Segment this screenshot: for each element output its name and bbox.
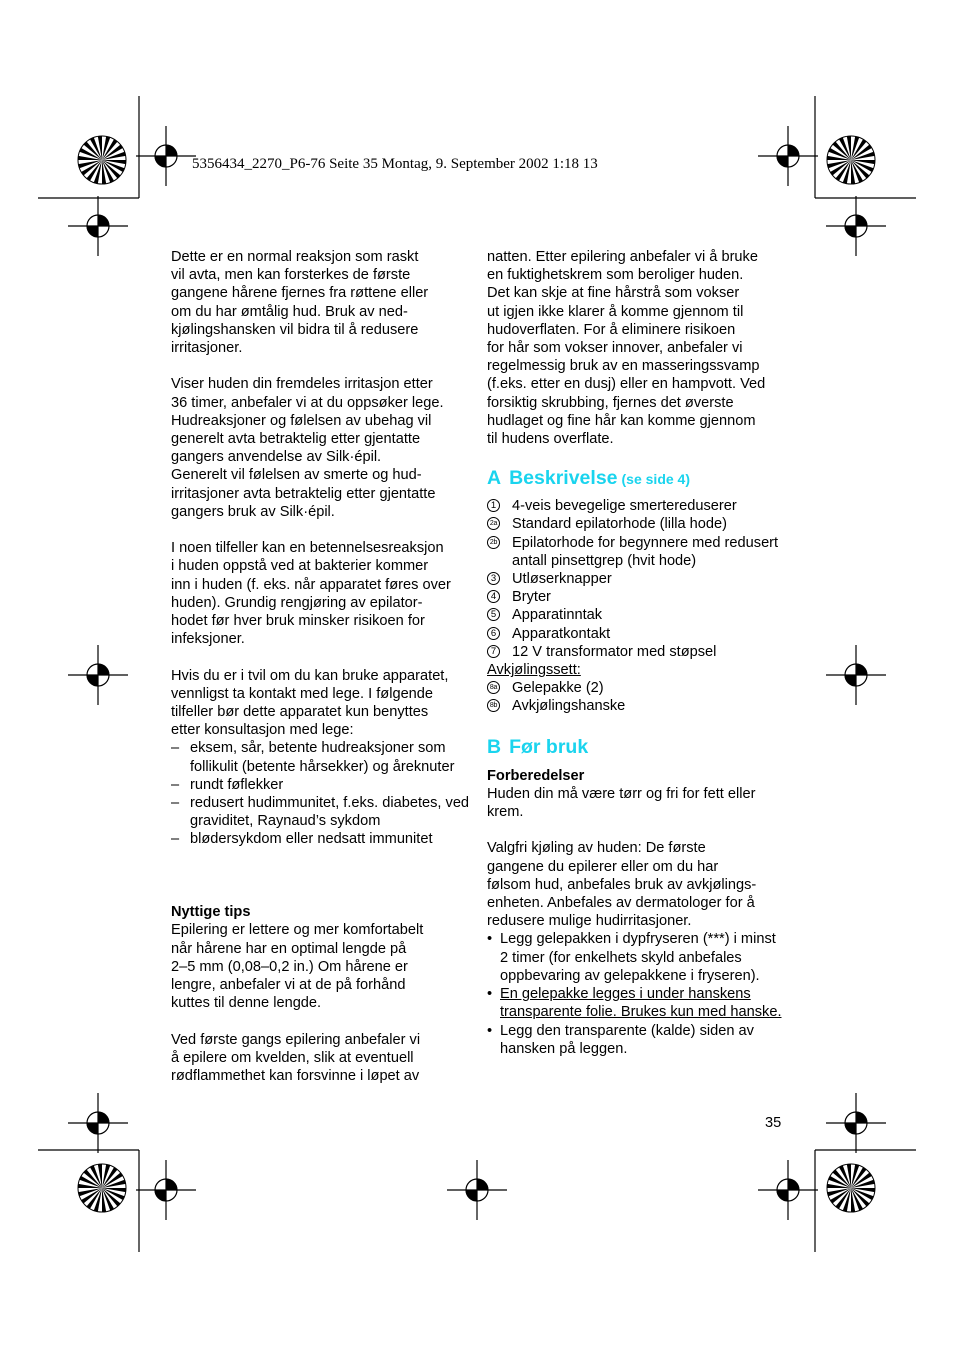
irritation-paragraph: Viser huden din fremdeles irritasjon etter 36 timer, anbefaler vi at du oppsøker lege. Hudreaksjoner og følelsen av ubehag vil generelt avta betraktelig etter gjentatte gangers anvendelse av Silk·épil. Generelt vil følelsen av smerte og hud- irritasjoner avta betraktelig etter gjentatte gangers bruk av Silk·épil. — [171, 376, 444, 520]
evening-paragraph: Ved første gangs epilering anbefaler vi å epilere om kvelden, slik at eventuell rødflammethet kan forsvinne i løpet av — [171, 1031, 421, 1085]
registration-crosshair-icon — [68, 196, 128, 256]
cooling-set-subheading: Avkjølingssett: — [487, 662, 581, 679]
intro-paragraph: Dette er en normal reaksjon som raskt vil avta, men kan forsterkes de første gangene hårene fjernes fra røttene eller om du har ømtålig hud. Bruk av ned- kjølingshansken vil bidra til å redusere irritasjoner. — [171, 249, 429, 357]
color-register-starburst-icon — [827, 1164, 875, 1212]
list-item: 5 Apparatinntak — [487, 606, 787, 624]
list-item: – redusert hudimmunitet, f.eks. diabetes, ved graviditet, Raynaud’s sykdom — [171, 795, 470, 830]
list-item: 1 4-veis bevegelige smertereduserer — [487, 497, 787, 515]
list-item: 6 Apparatkontakt — [487, 625, 787, 643]
tips-paragraph: Epilering er lettere og mer komfortabelt når hårene har en optimal lengde på 2–5 mm (0,08–0,2 in.) Om hårene er lengre, anbefaler vi at de på forhånd kuttes til denne lengde. — [171, 922, 424, 1012]
cooling-steps-list — [487, 930, 787, 1057]
registration-crosshair-icon — [68, 1093, 128, 1153]
page-number: 35 — [765, 1115, 782, 1131]
cooling-set-list — [487, 679, 787, 715]
list-item: – rundt føflekker — [171, 776, 284, 793]
registration-crosshair-icon — [758, 126, 818, 186]
contraindication-list — [171, 739, 471, 848]
continuation-paragraph: natten. Etter epilering anbefaler vi å bruke en fuktighetskrem som beroliger huden. Det kan skje at fine hårstrå som vokser ut igjen ikke klarer å komme gjennom til hudoverflaten. For å eliminere risikoen for hår som vokser innover, anbefaler vi regelmessig bruk av en masseringssvamp (f.eks. etter en dusj) eller en hampvott. Ved forsiktig skrubbing, fjernes det øverste hudlaget og fine hår kan komme gjennom til hudens overflate. — [487, 249, 766, 448]
registration-crosshair-icon — [136, 1160, 196, 1220]
registration-crosshair-icon — [68, 645, 128, 705]
list-item: – blødersykdom eller nedsatt immunitet — [171, 831, 433, 848]
cooling-paragraph: Valgfri kjøling av huden: De første gangene du epilerer eller om du har følsom hud, anbefales bruk av avkjølings- enheten. Anbefales av dermatologer for å redusere mulige hudirritasjoner. — [487, 840, 757, 930]
color-register-starburst-icon — [827, 136, 875, 184]
registration-crosshair-icon — [826, 645, 886, 705]
registration-crosshair-icon — [136, 126, 196, 186]
list-item: • En gelepakke legges i under hanskens transparente folie. Brukes kun med hanske. — [487, 986, 782, 1021]
list-item: 8a Gelepakke (2) — [487, 679, 787, 697]
color-register-starburst-icon — [78, 1164, 126, 1212]
tips-heading: Nyttige tips — [171, 904, 251, 921]
list-item: 2b Epilatorhode for begynnere med redusert antall pinsettgrep (hvit hode) — [487, 534, 787, 570]
left-column — [171, 248, 471, 1085]
list-item: 8b Avkjølingshanske — [487, 697, 787, 715]
registration-crosshair-icon — [826, 1093, 886, 1153]
right-column — [487, 248, 787, 1058]
section-a-heading: A Beskrivelse (se side 4) — [487, 467, 690, 490]
print-header: 5356434_2270_P6-76 Seite 35 Montag, 9. September 2002 1:18 13 — [192, 156, 598, 172]
list-item: 3 Utløserknapper — [487, 570, 787, 588]
section-b-heading: B Før bruk — [487, 735, 589, 758]
registration-crosshair-icon — [826, 196, 886, 256]
preparation-heading: Forberedelser — [487, 767, 585, 784]
preparation-paragraph: Huden din må være tørr og fri for fett eller krem. — [487, 785, 756, 821]
registration-crosshair-icon — [758, 1160, 818, 1220]
list-item: • Legg gelepakken i dypfryseren (***) i minst 2 timer (for enkelhets skyld anbefales oppbevaring av gelepakkene i fryseren). — [487, 931, 776, 984]
color-register-starburst-icon — [78, 136, 126, 184]
registration-crosshair-icon — [447, 1160, 507, 1220]
list-item: – eksem, sår, betente hudreaksjoner som follikulit (betente hårsekker) og åreknuter — [171, 740, 455, 775]
parts-list — [487, 497, 787, 661]
list-item: 7 12 V transformator med støpsel — [487, 643, 787, 661]
list-item: • Legg den transparente (kalde) siden av hansken på leggen. — [487, 1022, 754, 1057]
infection-paragraph: I noen tilfeller kan en betennelsesreaksjon i huden oppstå ved at bakterier kommer inn i huden (f. eks. når apparatet føres over huden). Grundig rengjøring av epilator- hodet før hver bruk minsker risikoen for infeksjoner. — [171, 540, 451, 648]
list-item: 4 Bryter — [487, 588, 787, 606]
list-item: 2a Standard epilatorhode (lilla hode) — [487, 515, 787, 533]
doctor-paragraph: Hvis du er i tvil om du kan bruke apparatet, vennligst ta kontakt med lege. I følgende tilfeller bør dette apparatet kun benyttes etter konsultasjon med lege: — [171, 667, 449, 739]
